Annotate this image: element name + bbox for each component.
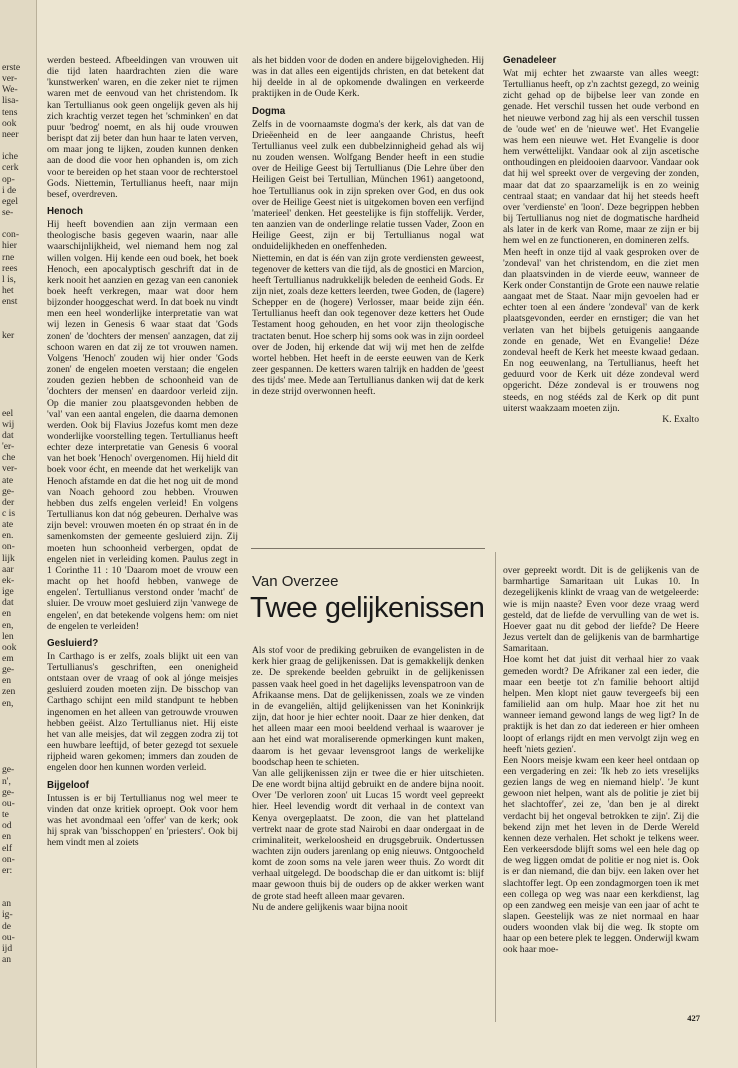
column-divider	[495, 552, 496, 1022]
gutter-fragment: ver-	[2, 463, 18, 475]
article2-text-b: over gepreekt wordt. Dit is de gelijkenis van de barmhartige Samaritaan uit Lukas 10. In dezegelijkenis klinkt de vraag van de wetgeleerde: wie is mijn naaste? Even voor deze vraag werd gesteld, dat de liefde de vervulling van de wet is. Hoever gaat nu dit gebod der liefde? De Heere Jezus vertelt dan de gelijkenis van de barmhartige Samaritaan. Hoe komt het dat juist dit verhaal hier zo vaak gemeden wordt? De Afrikaner zal een ieder, die maar een beetje tot z'n familie behoort altijd helpen. Men klopt niet gauw tevergeefs bij een familielid aan om hulp. Maar hoe zit het nu wanneer iemand gewond langs de weg ligt? In de praktijk is het dan zo dat iedereen er hier omheen loopt of erlangs rijdt en men vervolgt zijn weg en heeft 'niets gezien'. Een Noors meisje kwam een keer heel ontdaan op een vergadering en zei: 'Ik heb zo iets vreselijks gezien langs de weg en niemand hielp'. 'Je kunt gewoon niet helpen, want als de politie je ziet bij het slachtoffer', zei ze, 'dan ben je al direkt verdacht bij het ongeval betrokken te zijn'. Zij die bekend zijn met het leven in de Derde Wereld kennen deze verhalen. Het schokt je telkens weer. Een verkeersdode blijft soms wel een hele dag op de weg liggen omdat de politie er nog niet is. Ook is er dan niemand, die dan bijv. een laken over het slachtoffer legt. Op een zondagmorgen toen ik met een collega op weg was naar een kerkdienst, lag op een zandweg een meisje van een jaar of acht te slapen. Geestelijk was ze niet normaal en haar ouders woonden vlak bij die weg. Ik stopte om haar op een betere plek te leggen. Onderwijl kwam ook haar moe-	[503, 565, 699, 956]
gutter-fragment: tens	[2, 106, 18, 118]
gutter-fragment: eel	[2, 407, 14, 419]
gutter-fragment: zen	[2, 686, 16, 698]
gutter-fragment: ker	[2, 329, 15, 341]
col1-paragraph-bijgeloof: Intussen is er bij Tertullianus nog wel meer te vinden dat onze kritiek oproept. Ook voor hem was het avondmaal een 'offer' van de kerk; ook hij sprak van 'bisschoppen' en 'priesters'. Ook bij hem vindt men al zoiets	[47, 792, 238, 849]
previous-page-edge	[0, 0, 37, 1068]
heading-henoch: Henoch	[47, 206, 83, 218]
gutter-fragment: em	[2, 652, 14, 664]
gutter-fragment: 'er-	[2, 441, 15, 453]
gutter-fragment: en.	[2, 530, 14, 542]
gutter-fragment: ijd	[2, 942, 13, 954]
gutter-fragment: ig-	[2, 909, 13, 921]
gutter-fragment: on-	[2, 853, 15, 865]
gutter-fragment: an	[2, 954, 12, 965]
gutter-fragment: neer	[2, 128, 19, 140]
gutter-fragment: wij	[2, 418, 15, 430]
gutter-fragment: c is	[2, 508, 16, 519]
gutter-fragment: aar	[2, 563, 14, 575]
gutter-fragment: het	[2, 285, 14, 296]
heading-gesluierd: Gesluierd?	[47, 637, 99, 649]
gutter-fragment: elf	[2, 842, 13, 854]
gutter-fragment: ook	[2, 641, 17, 653]
gutter-fragment: ek-	[2, 574, 15, 586]
gutter-fragment: cerk	[2, 162, 19, 174]
gutter-fragment: ate	[2, 474, 14, 486]
gutter-fragment: egel	[2, 195, 18, 207]
col2-intro: als het bidden voor de doden en andere bijgelovigheden. Hij was in dat alles een eigentijds christen, en dat betekent dat hij deelde in al de opkomende dwalingen en verkeerde praktijken in de Oude Kerk.	[252, 55, 484, 100]
article-title: Twee gelijkenissen	[250, 592, 485, 624]
heading-bijgeloof: Bijgeloof	[47, 779, 89, 791]
heading-genadeleer: Genadeleer	[503, 55, 557, 66]
article2-column-b	[503, 554, 699, 1016]
gutter-fragment: con-	[2, 229, 20, 241]
gutter-fragment: n',	[2, 775, 11, 787]
article2-column-a	[252, 634, 484, 1016]
gutter-fragment: en	[2, 675, 12, 687]
gutter-fragment: lijk	[2, 552, 15, 564]
gutter-fragment: ook	[2, 117, 17, 129]
gutter-fragment: We-	[2, 84, 18, 96]
gutter-fragment: dat	[2, 597, 14, 609]
gutter-fragment: i de	[2, 184, 17, 196]
gutter-fragment: op-	[2, 173, 15, 185]
column-3	[503, 55, 699, 540]
gutter-fragment: ou-	[2, 931, 15, 943]
col3-paragraph-zondeval: Men heeft in onze tijd al vaak gesproken over de 'zondeval' van het christendom, en die ziet men dan plaatsvinden in de vierde eeuw, wanneer de Kerk onder Constantijn de Grote een nauwe relatie aangaat met de Staat. Naar mijn gevoelen had er echter toen al een ándere 'zondeval' van de kerk plaatsgevonden, eerder en ernstiger; die van het verlaten van het bijbels getuigenis aangaande zonde en genade, Wet en Evangelie! Déze zondeval heeft de Kerk het meeste kwaad gedaan. En nog eeuwenlang, na Tertullianus, heeft het geduurd voor de Kerk uit déze zondeval werd opgericht. Déze zondeval is er trouwens nog steeds, en nog stééds zal de Kerk op dit punt uiterst waakzaam moeten zijn.	[503, 246, 699, 414]
gutter-fragment: ge-	[2, 664, 15, 676]
gutter-fragment: se-	[2, 206, 14, 218]
gutter-fragment: erste	[2, 62, 21, 73]
gutter-fragment: ver-	[2, 73, 18, 85]
gutter-fragment: dat	[2, 429, 14, 441]
gutter-fragment: on-	[2, 541, 15, 553]
gutter-fragment: lisa-	[2, 95, 19, 107]
gutter-fragment: en	[2, 831, 12, 843]
col2-paragraph-dogma: Zelfs in de voornaamste dogma's der kerk, als dat van de Drieëenheid en de leer aangaande Christus, heeft Tertullianus veel zulk een dubbelzinnigheid gehad als wij nu zouden wensen. Wolfgang Bender heeft in een studie over de Heilige Geest bij Tertullianus (Die Lehre über den Heiligen Geist bei Tertullian, München 1961) aangetoond, hoe Tertullianus ook in zijn spreken over God, en dus ook over de Heilige Geest niet is uitgekomen boven een verfijnd 'materieel' denken. Het geestelijke is fijn stoffelijk. Verder, ten aanzien van de onderlinge relatie tussen Vader, Zoon en Heilige Geest, zijn er bij Tertullianus nogal wat onduidelijkheden en oneffenheden.	[252, 118, 484, 253]
gutter-fragment: rne	[2, 251, 15, 263]
gutter-fragment: ge-	[2, 764, 15, 776]
gutter-fragment: en,	[2, 697, 14, 709]
gutter-fragment: ate	[2, 519, 14, 531]
gutter-fragment: che	[2, 452, 16, 464]
col3-paragraph-genadeleer: Wat mij echter het zwaarste van alles weegt: Tertullianus heeft, op z'n zachtst gezegd, zo weinig zicht gehad op de bijbelse leer van zonde en genade. Het verschil tussen het oude verbond en het nieuwe verbond zag hij als een verschil tussen de 'oude wet' en de 'nieuwe wet'. Het Evangelie was hem een nieuwe wet. Het Evangelie is door hem verwéttelijkt. Vandaar ook al zijn ascetische onthoudingen en pleidooien daarvoor. Vandaar ook dat hij wel spreekt over de vergeving der zonden, maar dat dat zo spaarzamelijk is en zo weinig centraal staat; en vandaar dat hij het steeds heeft over 'verdienste' en 'loon'. Deze begrippen hebben bij Tertullianus nog niet de dogmatische hardheid als later in de kerk van Rome, maar ze zijn er bij hem wel en ze functioneren, en domineren zelfs.	[503, 68, 699, 247]
gutter-fragment: len	[2, 630, 14, 642]
gutter-fragment: ou-	[2, 797, 15, 809]
article-byline: Van Overzee	[252, 573, 339, 590]
gutter-fragment: ge-	[2, 485, 15, 497]
gutter-fragment: enst	[2, 296, 18, 308]
page-number: 427	[687, 1013, 700, 1023]
gutter-fragment: iche	[2, 151, 18, 163]
heading-dogma: Dogma	[252, 105, 286, 117]
gutter-fragment: te	[2, 809, 9, 821]
col1-paragraph-gesluierd: In Carthago is er zelfs, zoals blijkt uit een van Tertullianus's geschriften, een onenigheid ontstaan over de vraag of ook al jónge meisjes gesluierd zouden moeten zijn. De bisschop van Carthago schijnt een mild standpunt te hebben ingenomen en het alleen van getrouwde vrouwen hebben geëist. Alzo Tertullianus niet. Hij eiste het van alle meisjes, dat wil zeggen zodra zij tot een huwbare leeftijd, of beter gezegd tot sexuele rijpheid waren gekomen; immers dan zouden de engelen door hen kunnen worden verleid.	[47, 650, 238, 774]
author-signature: K. Exalto	[662, 413, 699, 425]
col1-paragraph-henoch: Hij heeft bovendien aan zijn vermaan een theologische basis gegeven waarin, naar alle waarschijnlijkheid, wel niemand hem nog zal willen volgen. Hij kende een oud boek, het boek Henoch, een apocalyptisch geschrift dat in de kerk nooit het aanzien en gezag van een canoniek boek heeft verkregen, maar wat door hem bijzonder hooggeschat werd. In dat boek nu vindt men een heel wonderlijke interpretatie van wat wij lezen in Genesis 6 waar staat dat 'Gods zonen' de 'dochters der mensen' aanzagen, dat zij schoon waren en dat zij ze tot vrouwen namen. Volgens 'Henoch' zouden wij hier onder 'Gods zonen' de engelen moeten verstaan; die engelen zouden gezien hebben de schoonheid van de 'dochters der mensen' en daardoor verleid zijn. Op die manier zou plaatsgevonden hebben de 'val' van een aantal engelen, die daarna demonen werden. Ook bij Flavius Jozefus komt men deze wonderlijke voorstelling tegen. Tertullianus heeft echter deze interpretatie van Genesis 6 vooral van het boek 'Henoch' overgenomen. Hij hield dit boek voor écht, en meende dat het werkelijk van Henoch afstamde en dat die het nog uit de mond van Noach gehoord zou hebben. Vrouwen hebben dus zelfs engelen verleid! En volgens Tertullianus kon dat nóg gebeuren. Derhalve was zijn bevel: vrouwen moeten én op straat én in de samenkomsten der gemeente gesluierd zijn. Zij moeten hun schoonheid verbergen, opdat de engelen niet in verleiding komen. Paulus zegt in 1 Corinthe 11 : 10 'Daarom moet de vrouw een macht op het hoofd hebben, vanwege de engelen'. Tertullianus verstond onder 'macht' de sluier. De vrouw moet gesluierd zijn 'vanwege de engelen', en dat betekende volgens hem: om niet de engelen te verleiden!	[47, 219, 238, 632]
gutter-fragment: an	[2, 898, 12, 910]
gutter-fragment: ige	[2, 586, 14, 598]
gutter-fragment: en,	[2, 619, 14, 631]
gutter-fragment: der	[2, 496, 15, 508]
gutter-fragment: l is,	[2, 273, 16, 285]
gutter-fragment: er:	[2, 864, 13, 876]
gutter-fragment: en	[2, 608, 12, 620]
article2-text-a: Als stof voor de prediking gebruiken de evangelisten in de kerk hier graag de gelijkenissen. Dat is gemakkelijk denken ze. De sprekende beelden gebruikt in de gelijkenissen passen vaak heel goed in het dagelijks levenspatroon van de Afrikaanse mens. Dat de gelijkenissen, zoals we ze vinden in de evangeliën, altijd gelijkenissen van het Koninkrijk zijn, dat hoor je hier echter nooit. Daar ze hier denken, dat het alleen maar een mooi beeldend verhaal is waarover je aan het eind wat moraliserende opmerkingen kunt maken, daarom is het gevaar levensgroot langs de werkelijke boodschap heen te schieten. Van alle gelijkenissen zijn er twee die er hier uitschieten. De ene wordt bijna altijd gebruikt en de andere bijna nooit. Over 'De verloren zoon' uit Lucas 15 wordt veel gepreekt hier. Heel levendig wordt dit verhaal in de context van Kenya overgeplaatst. De zoon, die van het platteland vertrekt naar de grote stad Nairobi en daar ondergaat in de criminaliteit, werkeloosheid en drugsgebruik. Ondertussen wachten zijn ouders jarenlang op enig nieuws. Ontgoocheld komt de zoon soms na vele jaren weer thuis. Zo wordt dit verhaal uitgelegd. De boodschap die er dan uitkomt is: blijf maar gewoon thuis bij de ouders op de akker werken want de grote stad heeft alleen maar gevaren. Nu de andere gelijkenis waar bijna nooit	[252, 645, 484, 913]
gutter-fragment: ge-	[2, 786, 15, 798]
gutter-fragment: hier	[2, 240, 17, 252]
column-1	[47, 55, 238, 1015]
gutter-fragment: rees	[2, 262, 18, 274]
col2-paragraph-eenheid: Niettemin, en dat is één van zijn grote verdiensten geweest, tegenover de ketters van die tijd, als de gnostici en Marcion, heeft Tertullianus nadrukkelijk beleden de eenheid Gods. Er zijn niet, zoals deze ketters leerden, twee Goden, de (lagere) Schepper en de (hogere) Verlosser, maar beide zijn één. Tertullianus heeft dan ook tegenover deze ketters het Oude Testament hoog gehouden, en het voor zijn theologische tractaten benut. Hoe scherp hij soms ook was in zijn oordeel over de Joden, hij erkende dat wij wij met hen de zelfde wortel hebben. Het heeft in de eerste eeuwen van de Kerk zeer gespannen. De ketters waren talrijk en hadden de 'geest des tijds' mee. Mede aan Tertullianus danken wij dat de kerk in deze strijd overwonnen heeft.	[252, 252, 484, 398]
article-divider	[251, 548, 485, 549]
column-2	[252, 55, 484, 543]
col1-intro: werden besteed. Afbeeldingen van vrouwen uit die tijd laten haardrachten zien die ware 'kunstwerken' waren, en die zeker niet te rijmen waren met de eenvoud van het christendom. Ik kan Tertullianus ook geen ongelijk geven als hij zich krachtig verzet tegen het 'schminken' en dat puur 'bedrog' noemt, en als hij oude vrouwen berispt dat zij beter dan hun haar te laten verven, om maar jong te lijken, zouden kunnen denken aan de dood die voor hen ophanden is, om zich voor te bereiden op het staan voor de rechterstoel Gods. Niettemin, Tertullianus heeft, naar mijn besef, overdreven.	[47, 55, 238, 200]
gutter-fragment: de	[2, 920, 12, 932]
gutter-fragment: od	[2, 820, 12, 832]
